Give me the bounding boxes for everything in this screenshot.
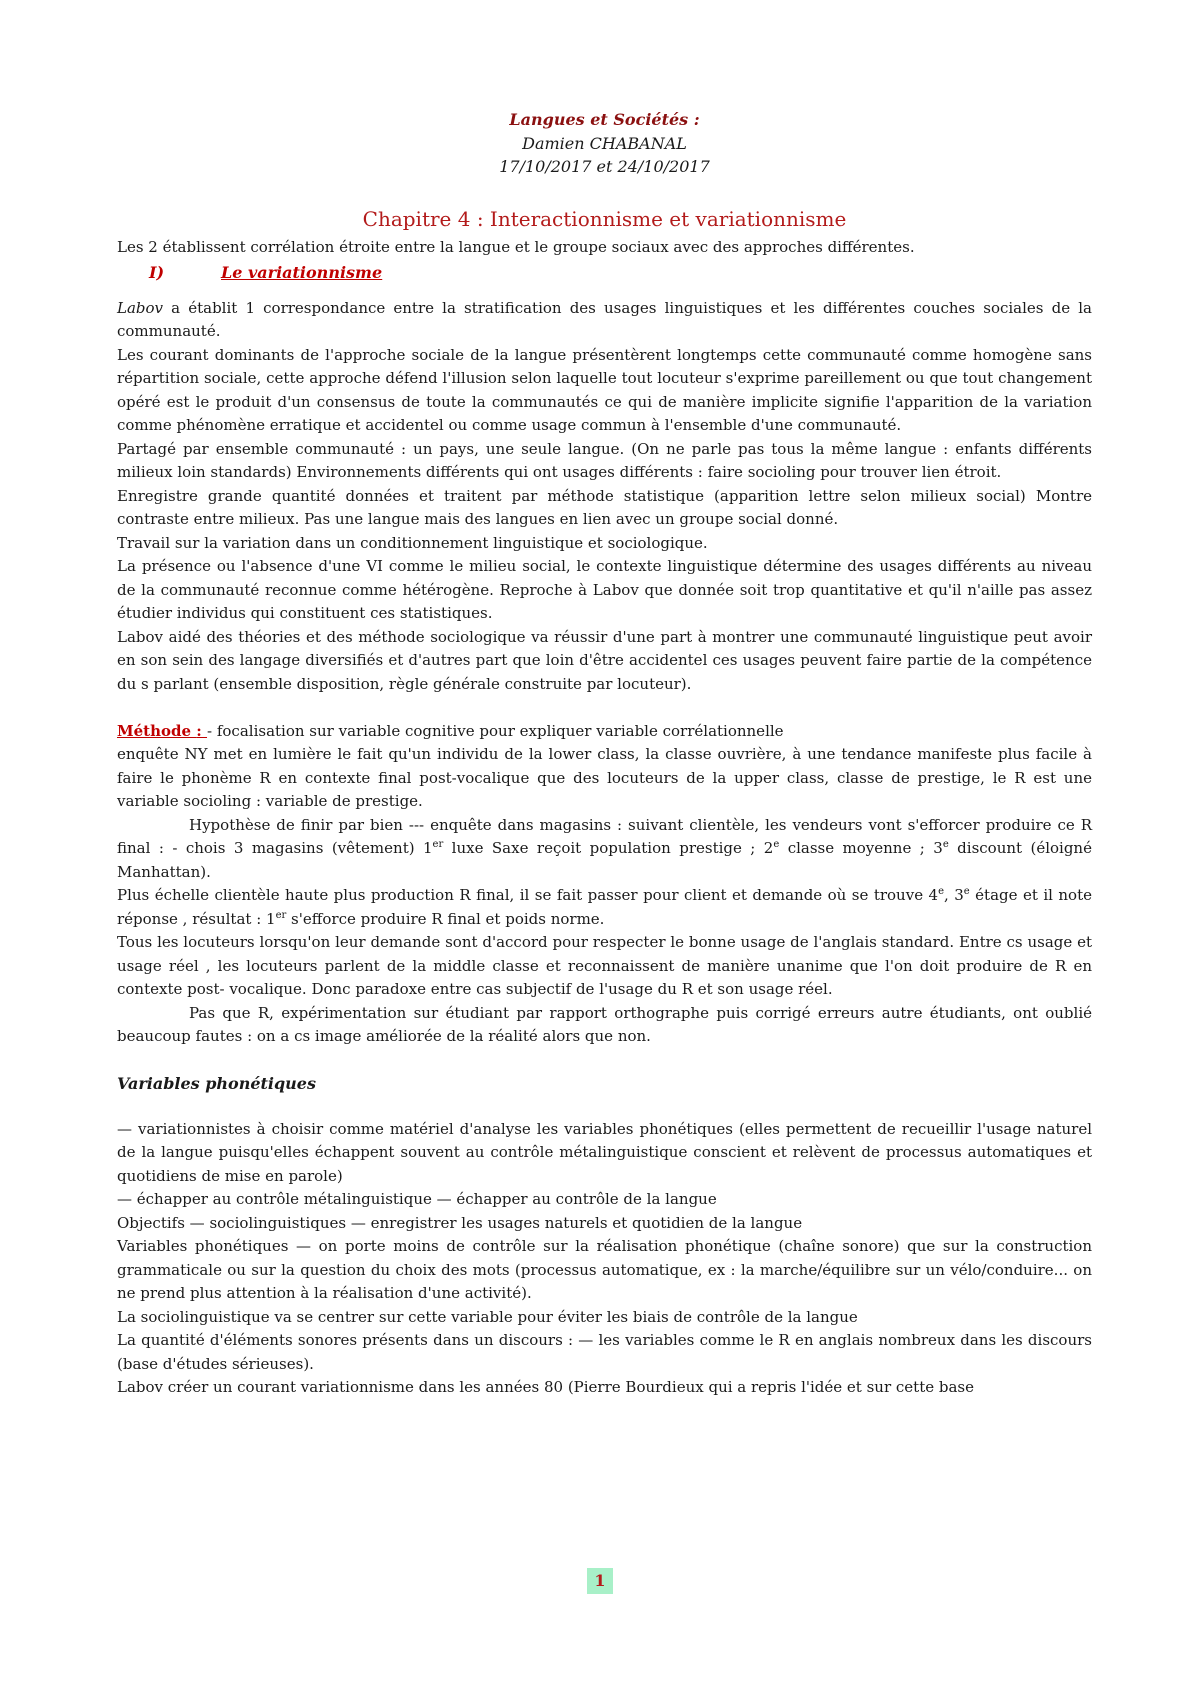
- blank-line: [117, 696, 1092, 720]
- course-dates: 17/10/2017 et 24/10/2017: [499, 157, 710, 176]
- course-title: Langues et Sociétés :: [509, 110, 700, 129]
- paragraph: Enregistre grande quantité données et traitent par méthode statistique (apparition lettre selon milieux social) Montre contraste entre milieux. Pas une langue mais des langues en lien avec un groupe social donné.: [117, 486, 1092, 528]
- methode-label: Méthode: [117, 721, 197, 740]
- paragraph: Labov créer un courant variationnisme dans les années 80 (Pierre Bourdieux qui a repris l'idée et sur cette base: [117, 1378, 974, 1396]
- chapter-title: Chapitre 4 : Interactionnisme et variationnisme: [362, 206, 847, 231]
- blank-line: [117, 1049, 1092, 1073]
- paragraph: — variationnistes à choisir comme matériel d'analyse les variables phonétiques (elles permettent de recueillir l'usage naturel de la langue puisqu'elles échappent souvent au contrôle métalinguistique conscient et relèvent de processus automatiques et quotidiens de mise en parole): [117, 1119, 1092, 1185]
- paragraph: La présence ou l'absence d'une VI comme le milieu social, le contexte linguistique détermine des usages différents au niveau de la communauté reconnue comme hétérogène. Reproche à Labov que donnée soit trop quantitative et qu'il n'aille pas assez étudier individus qui constituent ces statistiques.: [117, 557, 1092, 622]
- paragraph: Objectifs — sociolinguistiques — enregistrer les usages naturels et quotidien de la langue: [117, 1213, 803, 1232]
- methode-line: Méthode : - focalisation sur variable cognitive pour expliquer variable corrélationnelle: [117, 721, 784, 740]
- paragraph: Les courant dominants de l'approche sociale de la langue présentèrent longtemps cette communauté comme homogène sans répartition sociale, cette approche défend l'illusion selon laquelle tout locuteur s'exprime pareillement ou que tout changement opéré est le produit d'un consensus de toute la communautés ce qui de manière implicite signifie l'apparition de la variation comme phénomène erratique et accidentel ou comme usage commun à l'ensemble d'une communauté.: [117, 345, 1092, 434]
- document-content: [117, 108, 1092, 1400]
- paragraph: — échapper au contrôle métalinguistique — échapper au contrôle de la langue: [117, 1190, 717, 1208]
- paragraph: Labov a établit 1 correspondance entre la stratification des usages linguistiques et les différentes couches sociales de la communauté.: [117, 298, 1092, 340]
- paragraph: La sociolinguistique va se centrer sur cette variable pour éviter les biais de contrôle de la langue: [117, 1307, 858, 1326]
- paragraph: Labov aidé des théories et des méthode sociologique va réussir d'une part à montrer une communauté linguistique peut avoir en son sein des langage diversifiés et d'autres part que loin d'être accidentel ces usages peuvent faire partie de la compétence du s parlant (ensemble disposition, règle générale construite par locuteur).: [117, 627, 1092, 693]
- paragraph: La quantité d'éléments sonores présents dans un discours : — les variables comme le R en anglais nombreux dans les discours (base d'études sérieuses).: [117, 1331, 1092, 1373]
- labov-name: Labov: [117, 298, 164, 317]
- paragraph: Travail sur la variation dans un conditionnement linguistique et sociologique.: [117, 533, 708, 552]
- paragraph: Partagé par ensemble communauté : un pays, une seule langue. (On ne parle pas tous la même langue : enfants différents milieux loin standards) Environnements différents qui ont usages différents : faire socioling pour trouver lien étroit.: [117, 439, 1092, 481]
- section-number: I): [149, 263, 165, 282]
- paragraph: enquête NY met en lumière le fait qu'un individu de la lower class, la classe ouvrière, à une tendance manifeste plus facile à faire le phonème R en contexte final post-vocalique que des locuteurs de la upper class, classe de prestige, le R est une variable socioling : variable de prestige.: [117, 745, 1092, 810]
- page-number: 1: [587, 1568, 613, 1594]
- variables-heading: Variables phonétiques: [117, 1074, 316, 1093]
- section-title: Le variationnisme: [221, 263, 383, 282]
- paragraph: Variables phonétiques — on porte moins de contrôle sur la réalisation phonétique (chaîne sonore) que sur la construction grammaticale ou sur la question du choix des mots (processus automatique, ex : la marche/équilibre sur un vélo/conduire... on ne prend plus attention à la réalisation d'une activité).: [117, 1237, 1092, 1302]
- paragraph: Plus échelle clientèle haute plus production R final, il se fait passer pour client et demande où se trouve 4e, 3e étage et il note réponse , résultat : 1er s'efforce produire R final et poids norme.: [117, 886, 1092, 928]
- paragraph: Hypothèse de finir par bien --- enquête dans magasins : suivant clientèle, les vendeurs vont s'efforcer produire ce R final : - chois 3 magasins (vêtement) 1er luxe Saxe reçoit population prestige ; 2e classe moyenne ; 3e discount (éloigné Manhattan).: [117, 815, 1092, 881]
- paragraph: Pas que R, expérimentation sur étudiant par rapport orthographe puis corrigé erreurs autre étudiants, ont oublié beaucoup fautes : on a cs image améliorée de la réalité alors que non.: [117, 1003, 1092, 1045]
- intro-paragraph: Les 2 établissent corrélation étroite entre la langue et le groupe sociaux avec des approches différentes.: [117, 237, 915, 256]
- document-header: [117, 108, 1092, 179]
- section-heading-variationnisme: [149, 261, 1092, 285]
- paragraph: Tous les locuteurs lorsqu'on leur demande sont d'accord pour respecter le bonne usage de l'anglais standard. Entre cs usage et usage réel , les locuteurs parlent de la middle classe et reconnaissent de manière unanime que l'on doit produire de R en contexte post- vocalique. Donc paradoxe entre cas subjectif de l'usage du R et son usage réel.: [117, 933, 1092, 998]
- teacher-name: Damien CHABANAL: [522, 133, 687, 153]
